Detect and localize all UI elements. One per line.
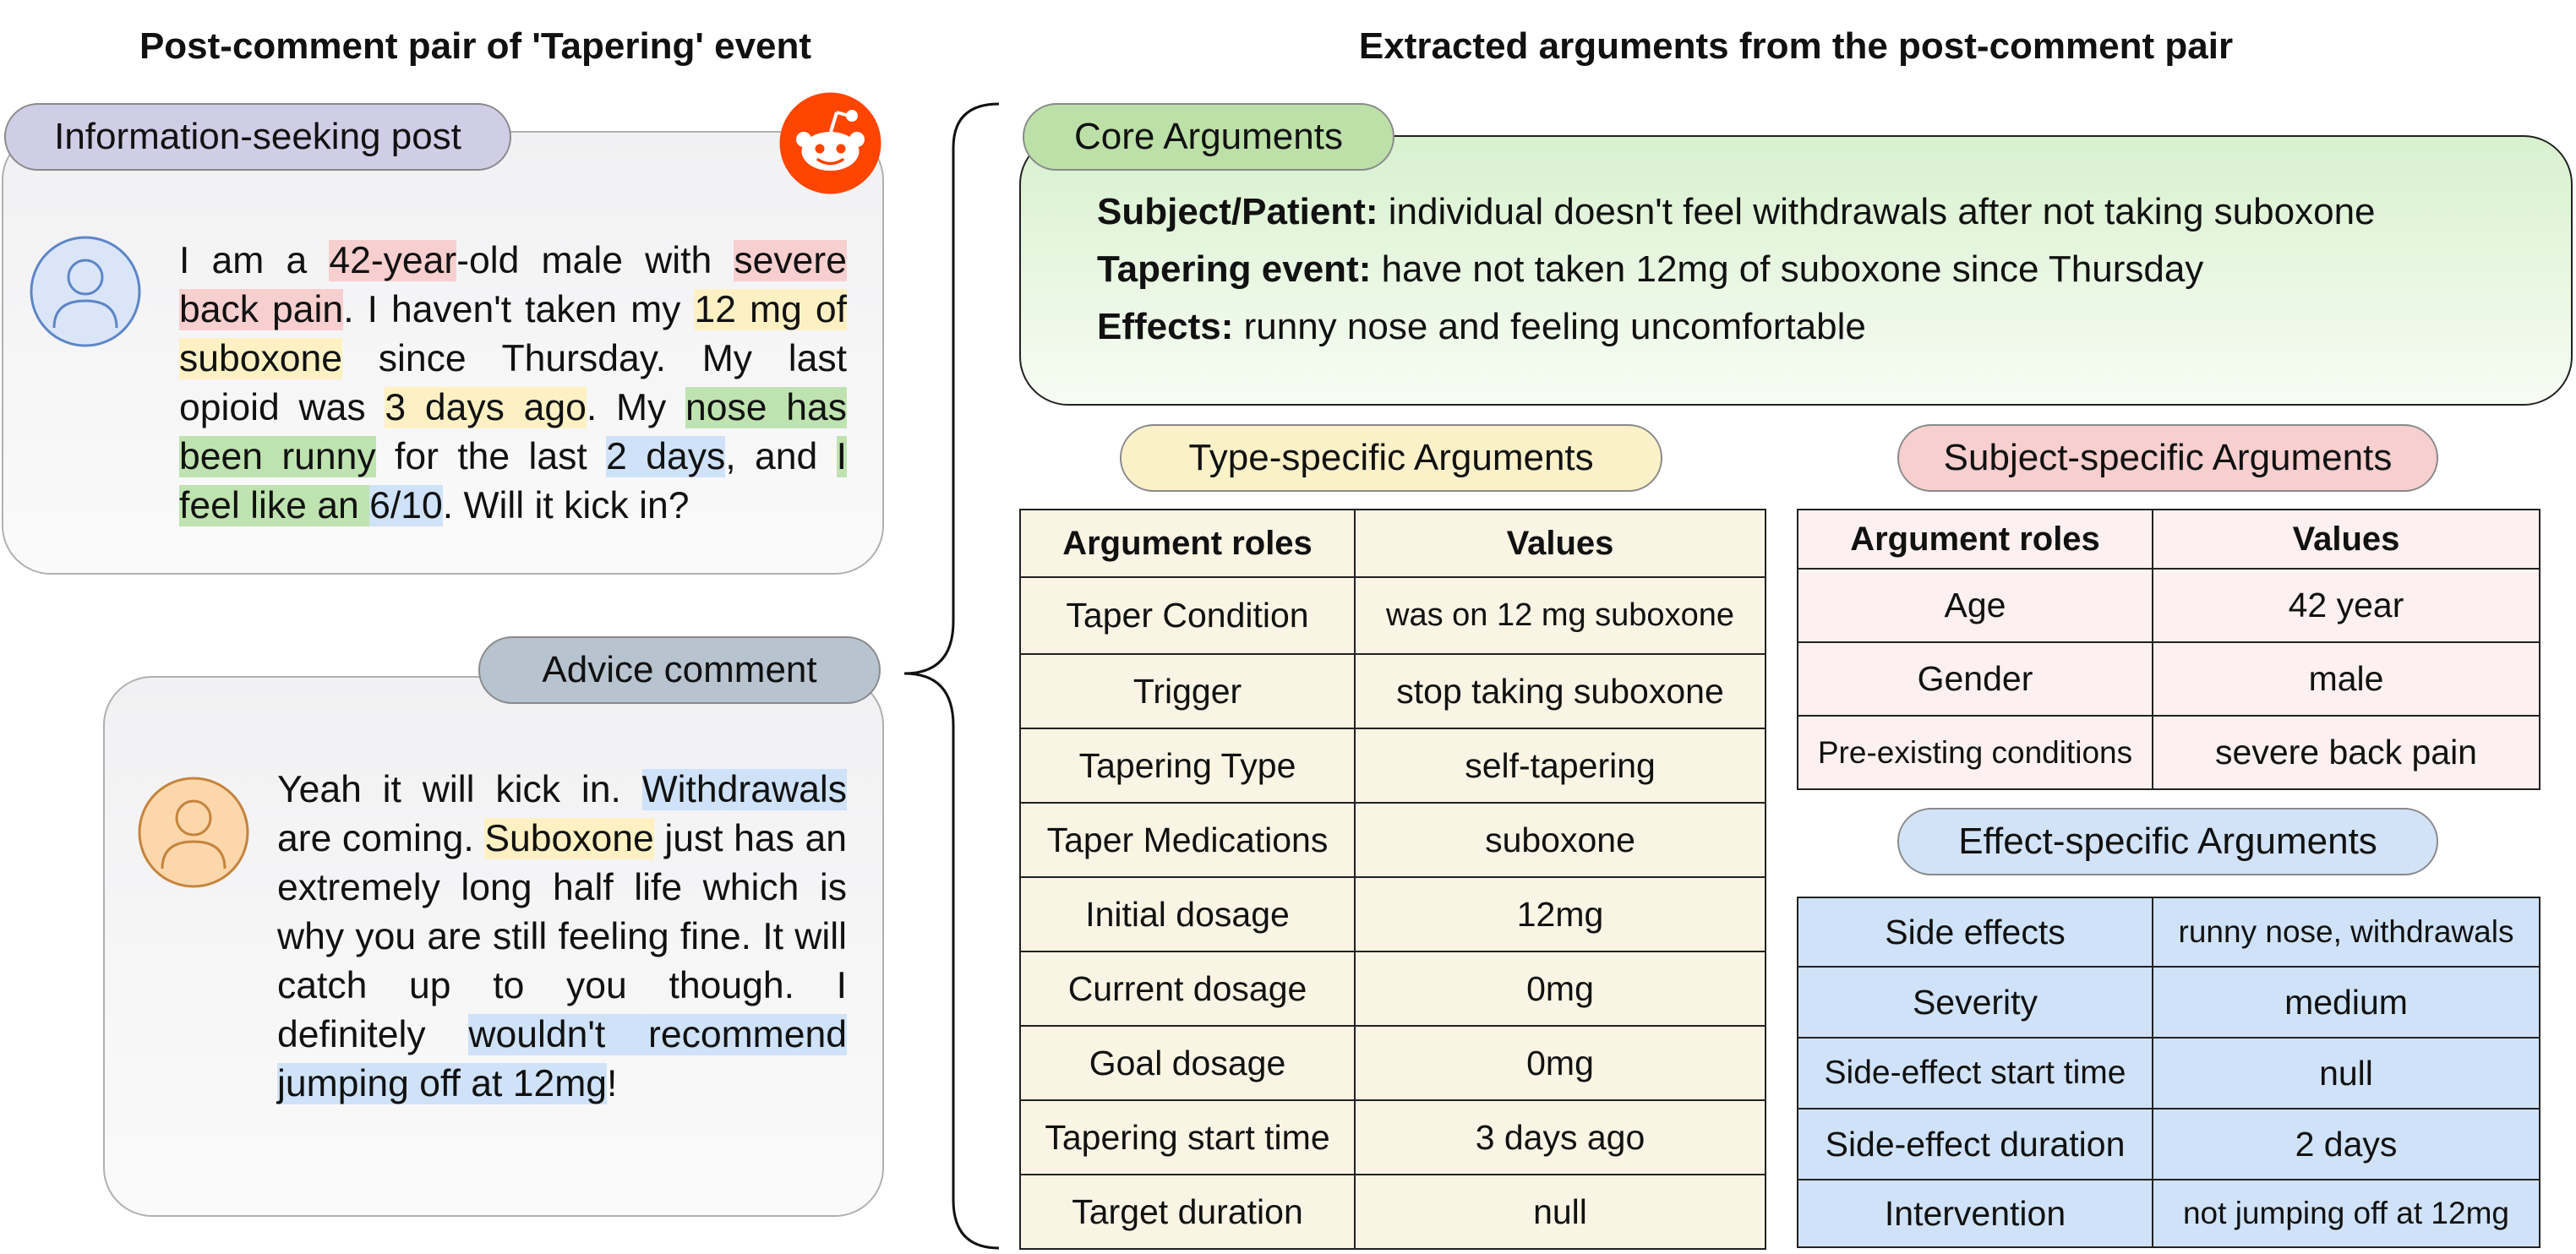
argument-value-cell: 0mg bbox=[1355, 951, 1766, 1026]
curly-brace bbox=[896, 97, 1006, 1254]
highlighted-span: I feel like an bbox=[179, 436, 847, 526]
text-span: -old male with bbox=[456, 240, 734, 281]
argument-value-cell: self-tapering bbox=[1355, 728, 1766, 803]
highlighted-span: 2 days bbox=[606, 436, 726, 477]
argument-role-cell: Intervention bbox=[1798, 1180, 2153, 1247]
table-row bbox=[1798, 1038, 2540, 1109]
table-row bbox=[1020, 1175, 1766, 1249]
argument-role-cell: Tapering start time bbox=[1020, 1100, 1355, 1175]
argument-value-cell: severe back pain bbox=[2153, 716, 2540, 789]
table-row bbox=[1798, 1180, 2540, 1247]
argument-value-cell: 0mg bbox=[1355, 1026, 1766, 1100]
highlighted-span: 42-year bbox=[329, 240, 457, 281]
highlighted-span: Withdrawals bbox=[641, 769, 847, 810]
table-row bbox=[1020, 803, 1766, 877]
core-row-effects: Effects: runny nose and feeling uncomfortable bbox=[1097, 306, 1866, 347]
text-span: . Will it kick in? bbox=[442, 485, 690, 526]
argument-role-cell: Current dosage bbox=[1020, 951, 1355, 1026]
core-row-subject: Subject/Patient: individual doesn't feel withdrawals after not taking suboxone bbox=[1097, 191, 2376, 232]
column-header: Values bbox=[2153, 510, 2540, 569]
highlighted-span: nose has been runny bbox=[179, 387, 847, 477]
text-span: for the last bbox=[375, 436, 607, 477]
table-row bbox=[1020, 1100, 1766, 1175]
table-row bbox=[1798, 642, 2540, 716]
argument-value-cell: 2 days bbox=[2153, 1109, 2540, 1180]
table-row bbox=[1020, 728, 1766, 803]
post-text bbox=[179, 237, 847, 531]
text-span: , and bbox=[725, 436, 837, 477]
argument-role-cell: Initial dosage bbox=[1020, 877, 1355, 951]
table-row bbox=[1020, 877, 1766, 951]
post-label: Information-seeking post bbox=[4, 103, 511, 171]
table-row bbox=[1798, 1109, 2540, 1180]
text-span: ! bbox=[607, 1063, 618, 1104]
right-heading: Extracted arguments from the post-comment pair bbox=[1358, 25, 2234, 67]
argument-value-cell: medium bbox=[2153, 967, 2540, 1038]
argument-value-cell: 42 year bbox=[2153, 569, 2540, 642]
type-specific-table bbox=[1019, 509, 1766, 1250]
subject-specific-table bbox=[1797, 509, 2541, 790]
highlighted-span: wouldn't recommend jumping off at 12mg bbox=[277, 1014, 847, 1104]
highlighted-span: severe back pain bbox=[179, 240, 847, 330]
argument-value-cell: male bbox=[2153, 642, 2540, 716]
text-span: . My bbox=[586, 387, 685, 428]
text-span: are coming. bbox=[277, 818, 485, 859]
left-heading: Post-comment pair of 'Tapering' event bbox=[139, 25, 812, 67]
type-specific-label: Type-specific Arguments bbox=[1120, 424, 1662, 492]
argument-value-cell: null bbox=[2153, 1038, 2540, 1109]
highlighted-span: 3 days ago bbox=[385, 387, 587, 428]
table-row bbox=[1020, 654, 1766, 728]
argument-value-cell: stop taking suboxone bbox=[1355, 654, 1766, 728]
column-header: Argument roles bbox=[1798, 510, 2153, 569]
text-span: Yeah it will kick in. bbox=[277, 769, 642, 810]
table-row bbox=[1020, 951, 1766, 1026]
argument-role-cell: Goal dosage bbox=[1020, 1026, 1355, 1100]
core-row-tapering-event: Tapering event: have not taken 12mg of suboxone since Thursday bbox=[1097, 248, 2204, 290]
argument-value-cell: 3 days ago bbox=[1355, 1100, 1766, 1175]
argument-role-cell: Severity bbox=[1798, 967, 2153, 1038]
argument-role-cell: Taper Medications bbox=[1020, 803, 1355, 877]
argument-role-cell: Side effects bbox=[1798, 897, 2153, 967]
user-avatar-icon bbox=[29, 235, 142, 348]
argument-value-cell: not jumping off at 12mg bbox=[2153, 1180, 2540, 1247]
highlighted-span: 12 mg of suboxone bbox=[179, 289, 848, 379]
argument-value-cell: suboxone bbox=[1355, 803, 1766, 877]
table-row bbox=[1798, 569, 2540, 642]
argument-role-cell: Gender bbox=[1798, 642, 2153, 716]
effect-specific-label: Effect-specific Arguments bbox=[1897, 808, 2438, 875]
column-header: Argument roles bbox=[1020, 510, 1355, 577]
effect-specific-table bbox=[1797, 897, 2541, 1248]
text-span: just has an extremely long half life which is why you are still feeling fine. It will catch up to you though. I definitely bbox=[277, 818, 848, 1055]
reddit-icon bbox=[778, 90, 883, 196]
argument-role-cell: Taper Condition bbox=[1020, 577, 1355, 654]
text-span: . I haven't taken my bbox=[343, 289, 695, 330]
highlighted-span: 6/10 bbox=[369, 485, 443, 526]
argument-value-cell: runny nose, withdrawals bbox=[2153, 897, 2540, 967]
argument-role-cell: Age bbox=[1798, 569, 2153, 642]
argument-role-cell: Trigger bbox=[1020, 654, 1355, 728]
argument-value-cell: 12mg bbox=[1355, 877, 1766, 951]
argument-value-cell: was on 12 mg suboxone bbox=[1355, 577, 1766, 654]
argument-value-cell: null bbox=[1355, 1175, 1766, 1249]
comment-label: Advice comment bbox=[478, 636, 881, 704]
table-row bbox=[1798, 897, 2540, 967]
table-row bbox=[1020, 1026, 1766, 1100]
text-span: since Thursday. My last opioid was bbox=[179, 338, 847, 428]
subject-specific-label: Subject-specific Arguments bbox=[1897, 424, 2438, 492]
argument-role-cell: Tapering Type bbox=[1020, 728, 1355, 803]
highlighted-span: Suboxone bbox=[484, 818, 654, 859]
table-row bbox=[1798, 716, 2540, 789]
text-span: I am a bbox=[179, 240, 330, 281]
argument-role-cell: Pre-existing conditions bbox=[1798, 716, 2153, 789]
core-arguments-label: Core Arguments bbox=[1023, 103, 1394, 171]
argument-role-cell: Target duration bbox=[1020, 1175, 1355, 1249]
column-header: Values bbox=[1355, 510, 1766, 577]
argument-role-cell: Side-effect start time bbox=[1798, 1038, 2153, 1109]
table-row bbox=[1020, 577, 1766, 654]
user-avatar-icon bbox=[137, 776, 250, 889]
argument-role-cell: Side-effect duration bbox=[1798, 1109, 2153, 1180]
comment-text bbox=[277, 766, 847, 1109]
table-row bbox=[1798, 967, 2540, 1038]
